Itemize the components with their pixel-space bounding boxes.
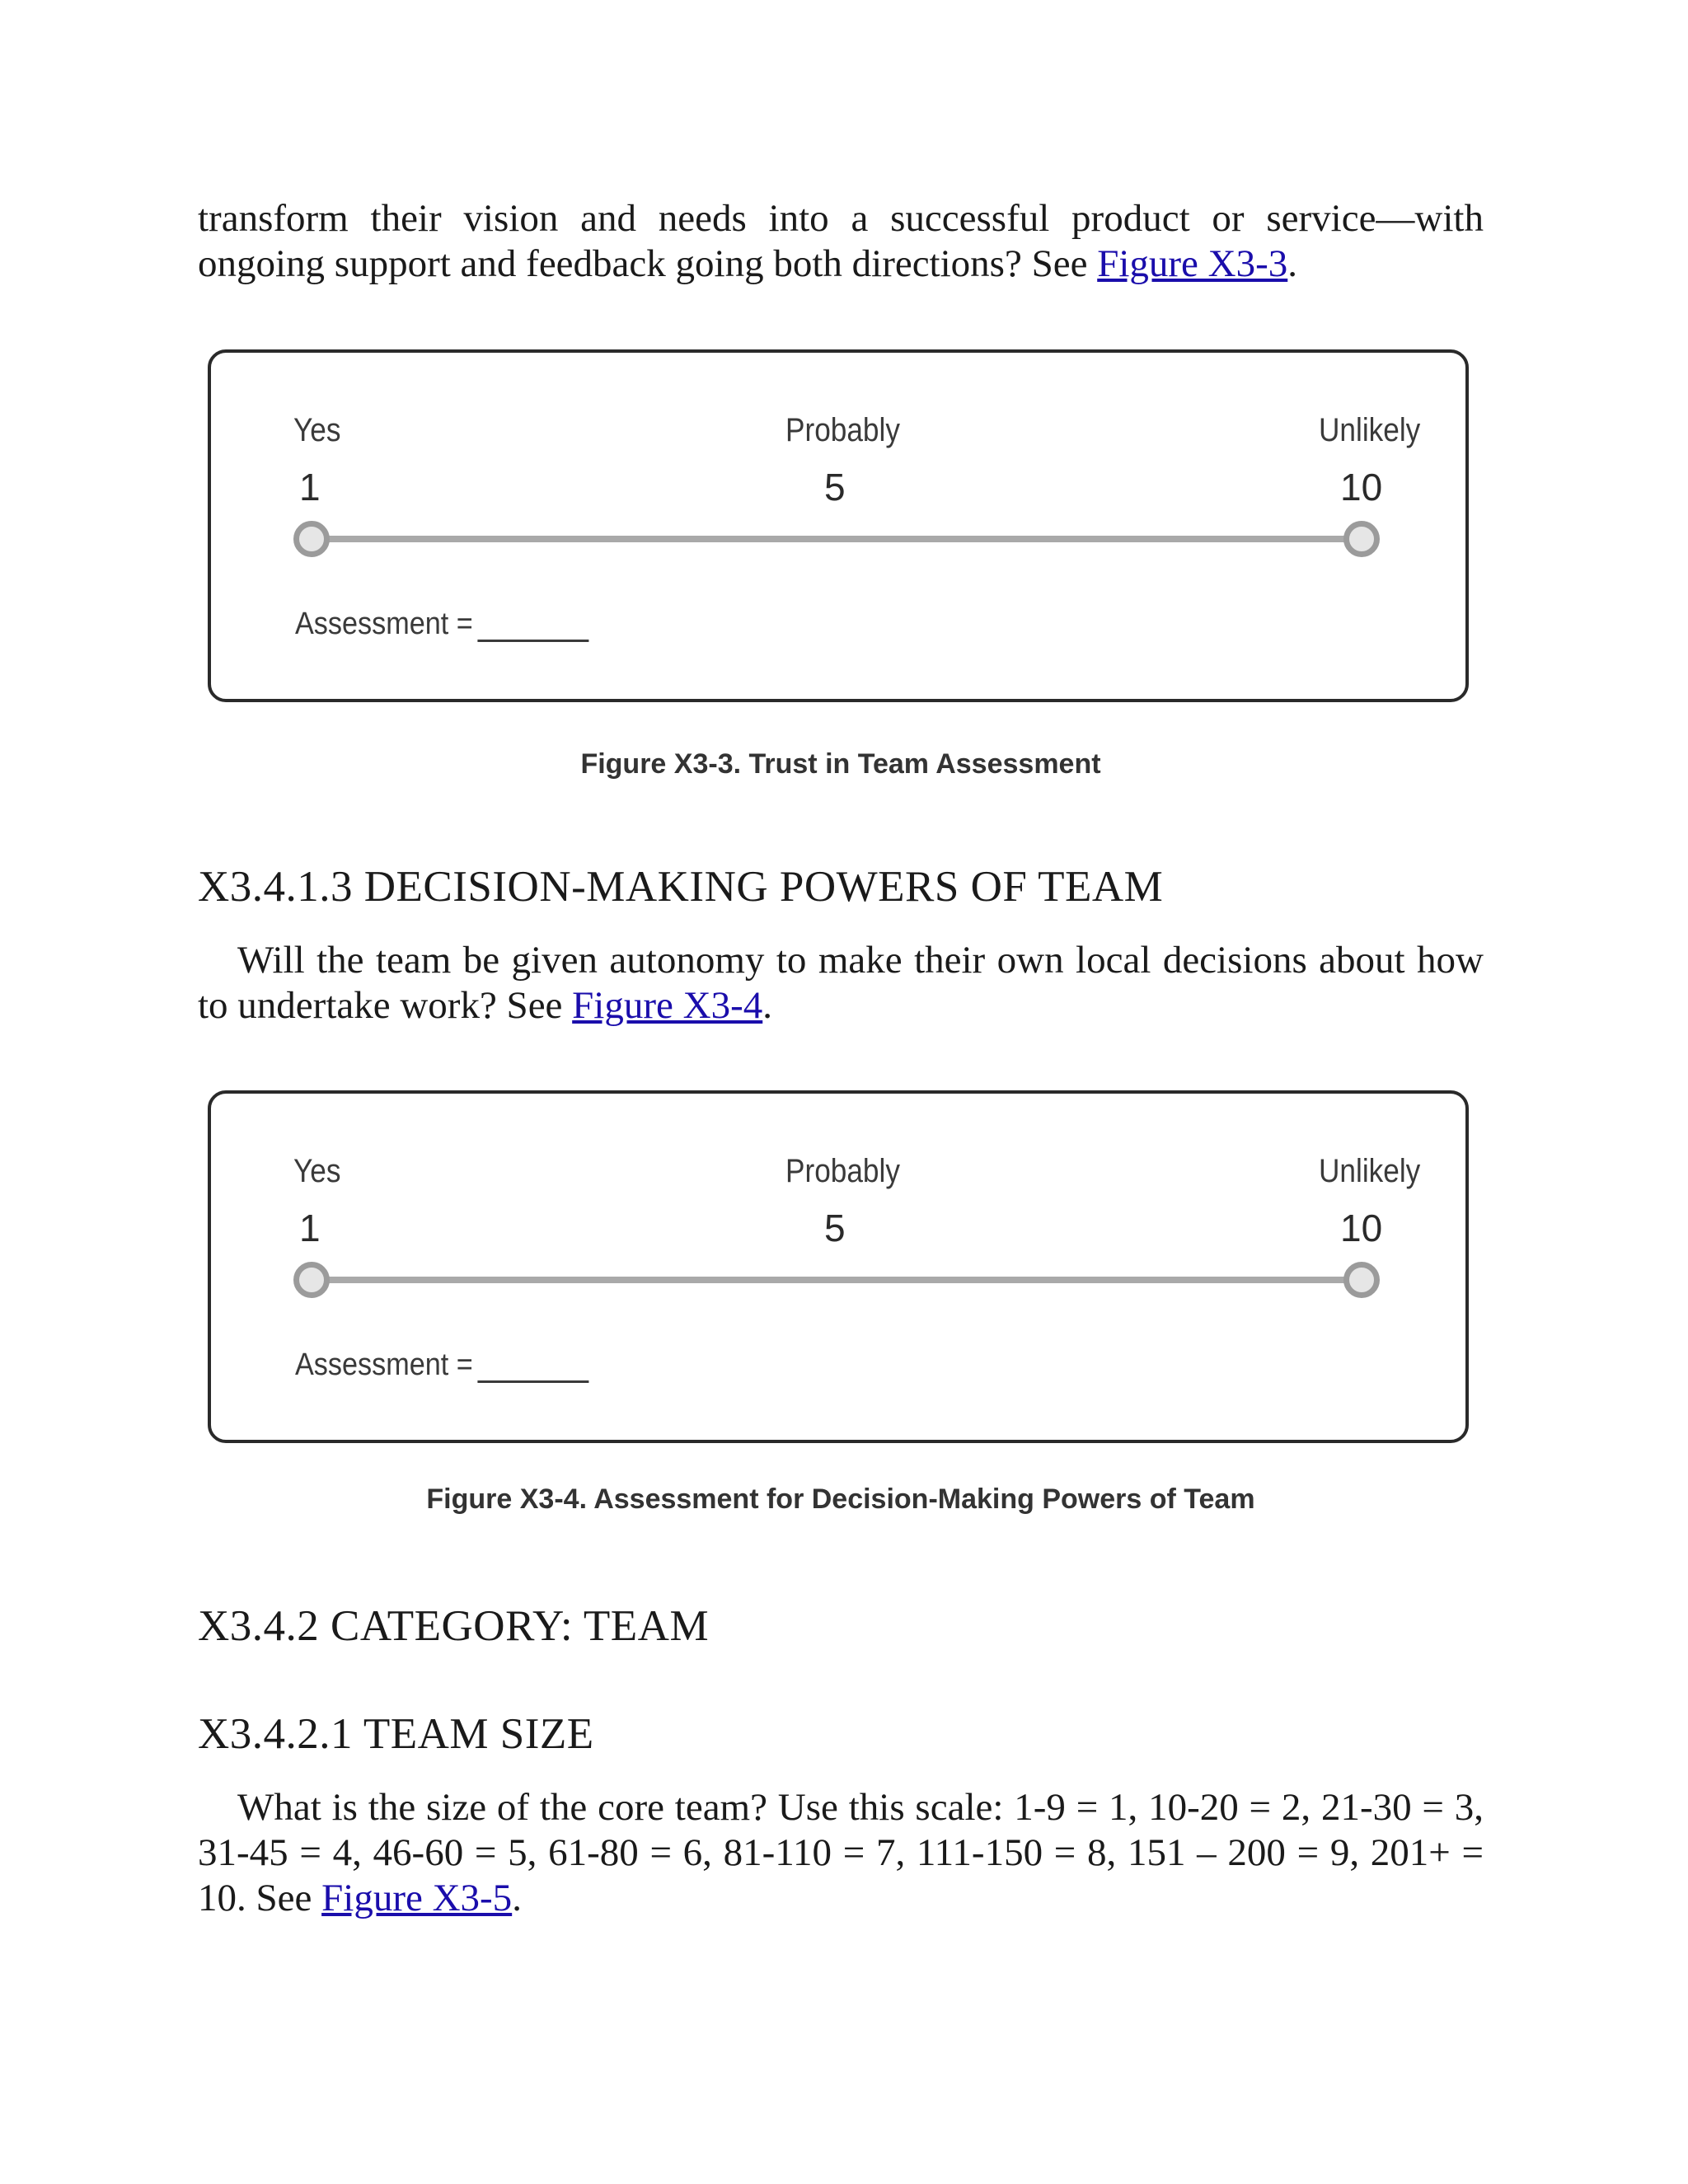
decision-text: Will the team be given autonomy to make their own local decisions about how to undertake work? See xyxy=(198,939,1484,1027)
scale-left-knob xyxy=(293,521,330,557)
decision-assessment-figure xyxy=(208,1090,1469,1443)
scale-label-yes: Yes xyxy=(293,1153,341,1189)
scale-track xyxy=(307,1277,1362,1283)
assessment-blank xyxy=(477,612,588,642)
assessment-line xyxy=(295,607,588,642)
assessment-label: Assessment = xyxy=(295,607,473,641)
scale-number-1: 1 xyxy=(299,1207,321,1249)
scale-left-knob xyxy=(293,1262,330,1298)
intro-text: transform their vision and needs into a successful product or service—with ongoing support and feedback going both directions? See xyxy=(198,197,1484,285)
assessment-line xyxy=(295,1347,588,1383)
assessment-label: Assessment = xyxy=(295,1347,473,1382)
figure-x3-4-caption: Figure X3-4. Assessment for Decision-Making Powers of Team xyxy=(426,1483,1255,1515)
scale-number-5: 5 xyxy=(824,466,846,509)
scale-label-unlikely: Unlikely xyxy=(1319,1153,1421,1189)
scale-right-knob xyxy=(1343,1262,1380,1298)
scale-number-5: 5 xyxy=(824,1207,846,1249)
scale-number-10: 10 xyxy=(1340,466,1383,509)
scale-label-unlikely: Unlikely xyxy=(1319,412,1421,448)
scale-right-knob xyxy=(1343,521,1380,557)
section-heading-category-team: X3.4.2 CATEGORY: TEAM xyxy=(198,1602,710,1650)
intro-period: . xyxy=(1287,242,1298,285)
team-size-paragraph xyxy=(198,1785,1484,1921)
assessment-blank xyxy=(477,1352,588,1383)
scale-track xyxy=(307,536,1362,542)
scale-label-probably: Probably xyxy=(785,412,900,448)
trust-assessment-figure xyxy=(208,349,1469,702)
team-size-text: What is the size of the core team? Use this scale: 1-9 = 1, 10-20 = 2, 21-30 = 3, 31-45 = 4, 46-60 = 5, 61-80 = 6, 81-110 = 7, 111-150 = 8, 151 – 200 = 9, 201+ = 10. See xyxy=(198,1786,1484,1919)
figure-x3-3-link[interactable]: Figure X3-3 xyxy=(1097,242,1288,285)
figure-x3-4-link[interactable]: Figure X3-4 xyxy=(572,984,763,1027)
scale-number-1: 1 xyxy=(299,466,321,509)
section-heading-decision-making: X3.4.1.3 DECISION-MAKING POWERS OF TEAM xyxy=(198,863,1164,911)
intro-paragraph xyxy=(198,196,1484,287)
figure-x3-5-link[interactable]: Figure X3-5 xyxy=(321,1877,513,1919)
scale-label-yes: Yes xyxy=(293,412,341,448)
scale-number-10: 10 xyxy=(1340,1207,1383,1249)
decision-paragraph xyxy=(198,938,1484,1029)
scale-label-probably: Probably xyxy=(785,1153,900,1189)
section-heading-team-size: X3.4.2.1 TEAM SIZE xyxy=(198,1710,594,1758)
figure-x3-3-caption: Figure X3-3. Trust in Team Assessment xyxy=(580,748,1101,780)
decision-period: . xyxy=(762,984,772,1027)
team-size-period: . xyxy=(512,1877,522,1919)
